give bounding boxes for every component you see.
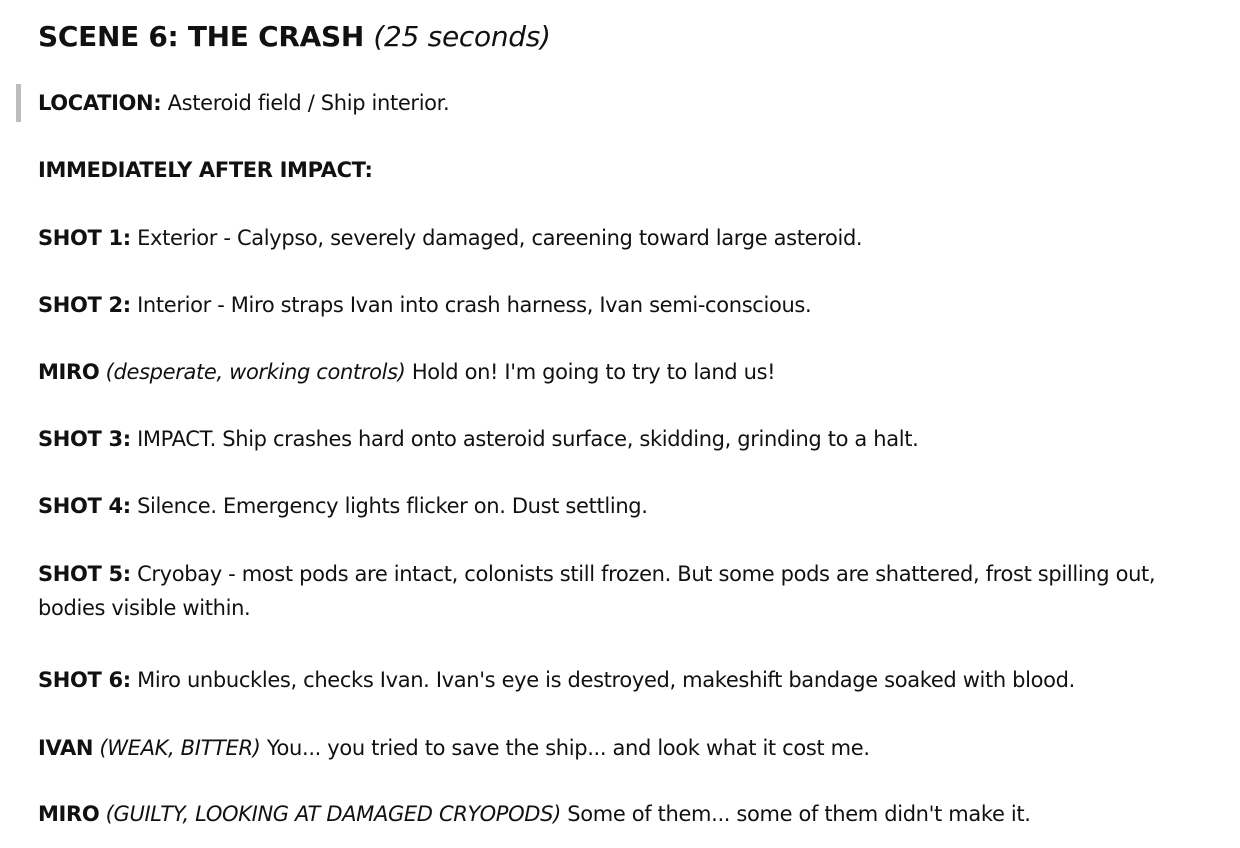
shot-text: Exterior - Calypso, severely damaged, careening toward large asteroid. [130, 226, 863, 250]
shot-label: SHOT 2: [38, 293, 131, 317]
shot-label: SHOT 5: [38, 562, 131, 586]
shot-1 [38, 221, 1228, 255]
location-line [38, 86, 1228, 120]
location-text: Asteroid field / Ship interior. [161, 91, 450, 115]
shot-4 [38, 489, 1228, 523]
speaker-name: MIRO [38, 802, 100, 826]
dialogue-line: Some of them... some of them didn't make it. [560, 802, 1031, 826]
shot-label: SHOT 6: [38, 668, 131, 692]
shot-text: Cryobay - most pods are intact, colonists still frozen. But some pods are shattered, frost spilling out, bodies visible within. [38, 562, 1156, 620]
dialogue-line: You... you tried to save the ship... and look what it cost me. [260, 736, 870, 760]
speaker-name: MIRO [38, 360, 100, 384]
speaker-name: IVAN [38, 736, 94, 760]
shot-text: Interior - Miro straps Ivan into crash harness, Ivan semi-conscious. [130, 293, 812, 317]
shot-6 [38, 663, 1228, 697]
shot-text: IMPACT. Ship crashes hard onto asteroid surface, skidding, grinding to a halt. [130, 427, 919, 451]
shot-2 [38, 288, 1228, 322]
dialogue-miro-1 [38, 355, 1228, 389]
scene-duration: (25 seconds) [373, 20, 551, 53]
stage-direction: (WEAK, BITTER) [99, 736, 261, 760]
shot-5 [38, 557, 1228, 625]
shot-label: SHOT 3: [38, 427, 131, 451]
dialogue-miro-2 [38, 797, 1228, 831]
stage-direction: (GUILTY, LOOKING AT DAMAGED CRYOPODS) [105, 802, 561, 826]
shot-label: SHOT 1: [38, 226, 131, 250]
location-label: LOCATION: [38, 91, 162, 115]
section-heading [38, 153, 1228, 187]
dialogue-ivan [38, 731, 1228, 765]
shot-text: Silence. Emergency lights flicker on. Dust settling. [130, 494, 648, 518]
section-heading-text: IMMEDIATELY AFTER IMPACT: [38, 158, 373, 182]
dialogue-line: Hold on! I'm going to try to land us! [405, 360, 776, 384]
blockquote-bar [16, 84, 21, 122]
shot-text: Miro unbuckles, checks Ivan. Ivan's eye is destroyed, makeshift bandage soaked with blood. [130, 668, 1075, 692]
scene-title: SCENE 6: THE CRASH [38, 20, 364, 53]
stage-direction: (desperate, working controls) [105, 360, 406, 384]
shot-3 [38, 422, 1228, 456]
shot-label: SHOT 4: [38, 494, 131, 518]
scene-heading [38, 18, 551, 56]
